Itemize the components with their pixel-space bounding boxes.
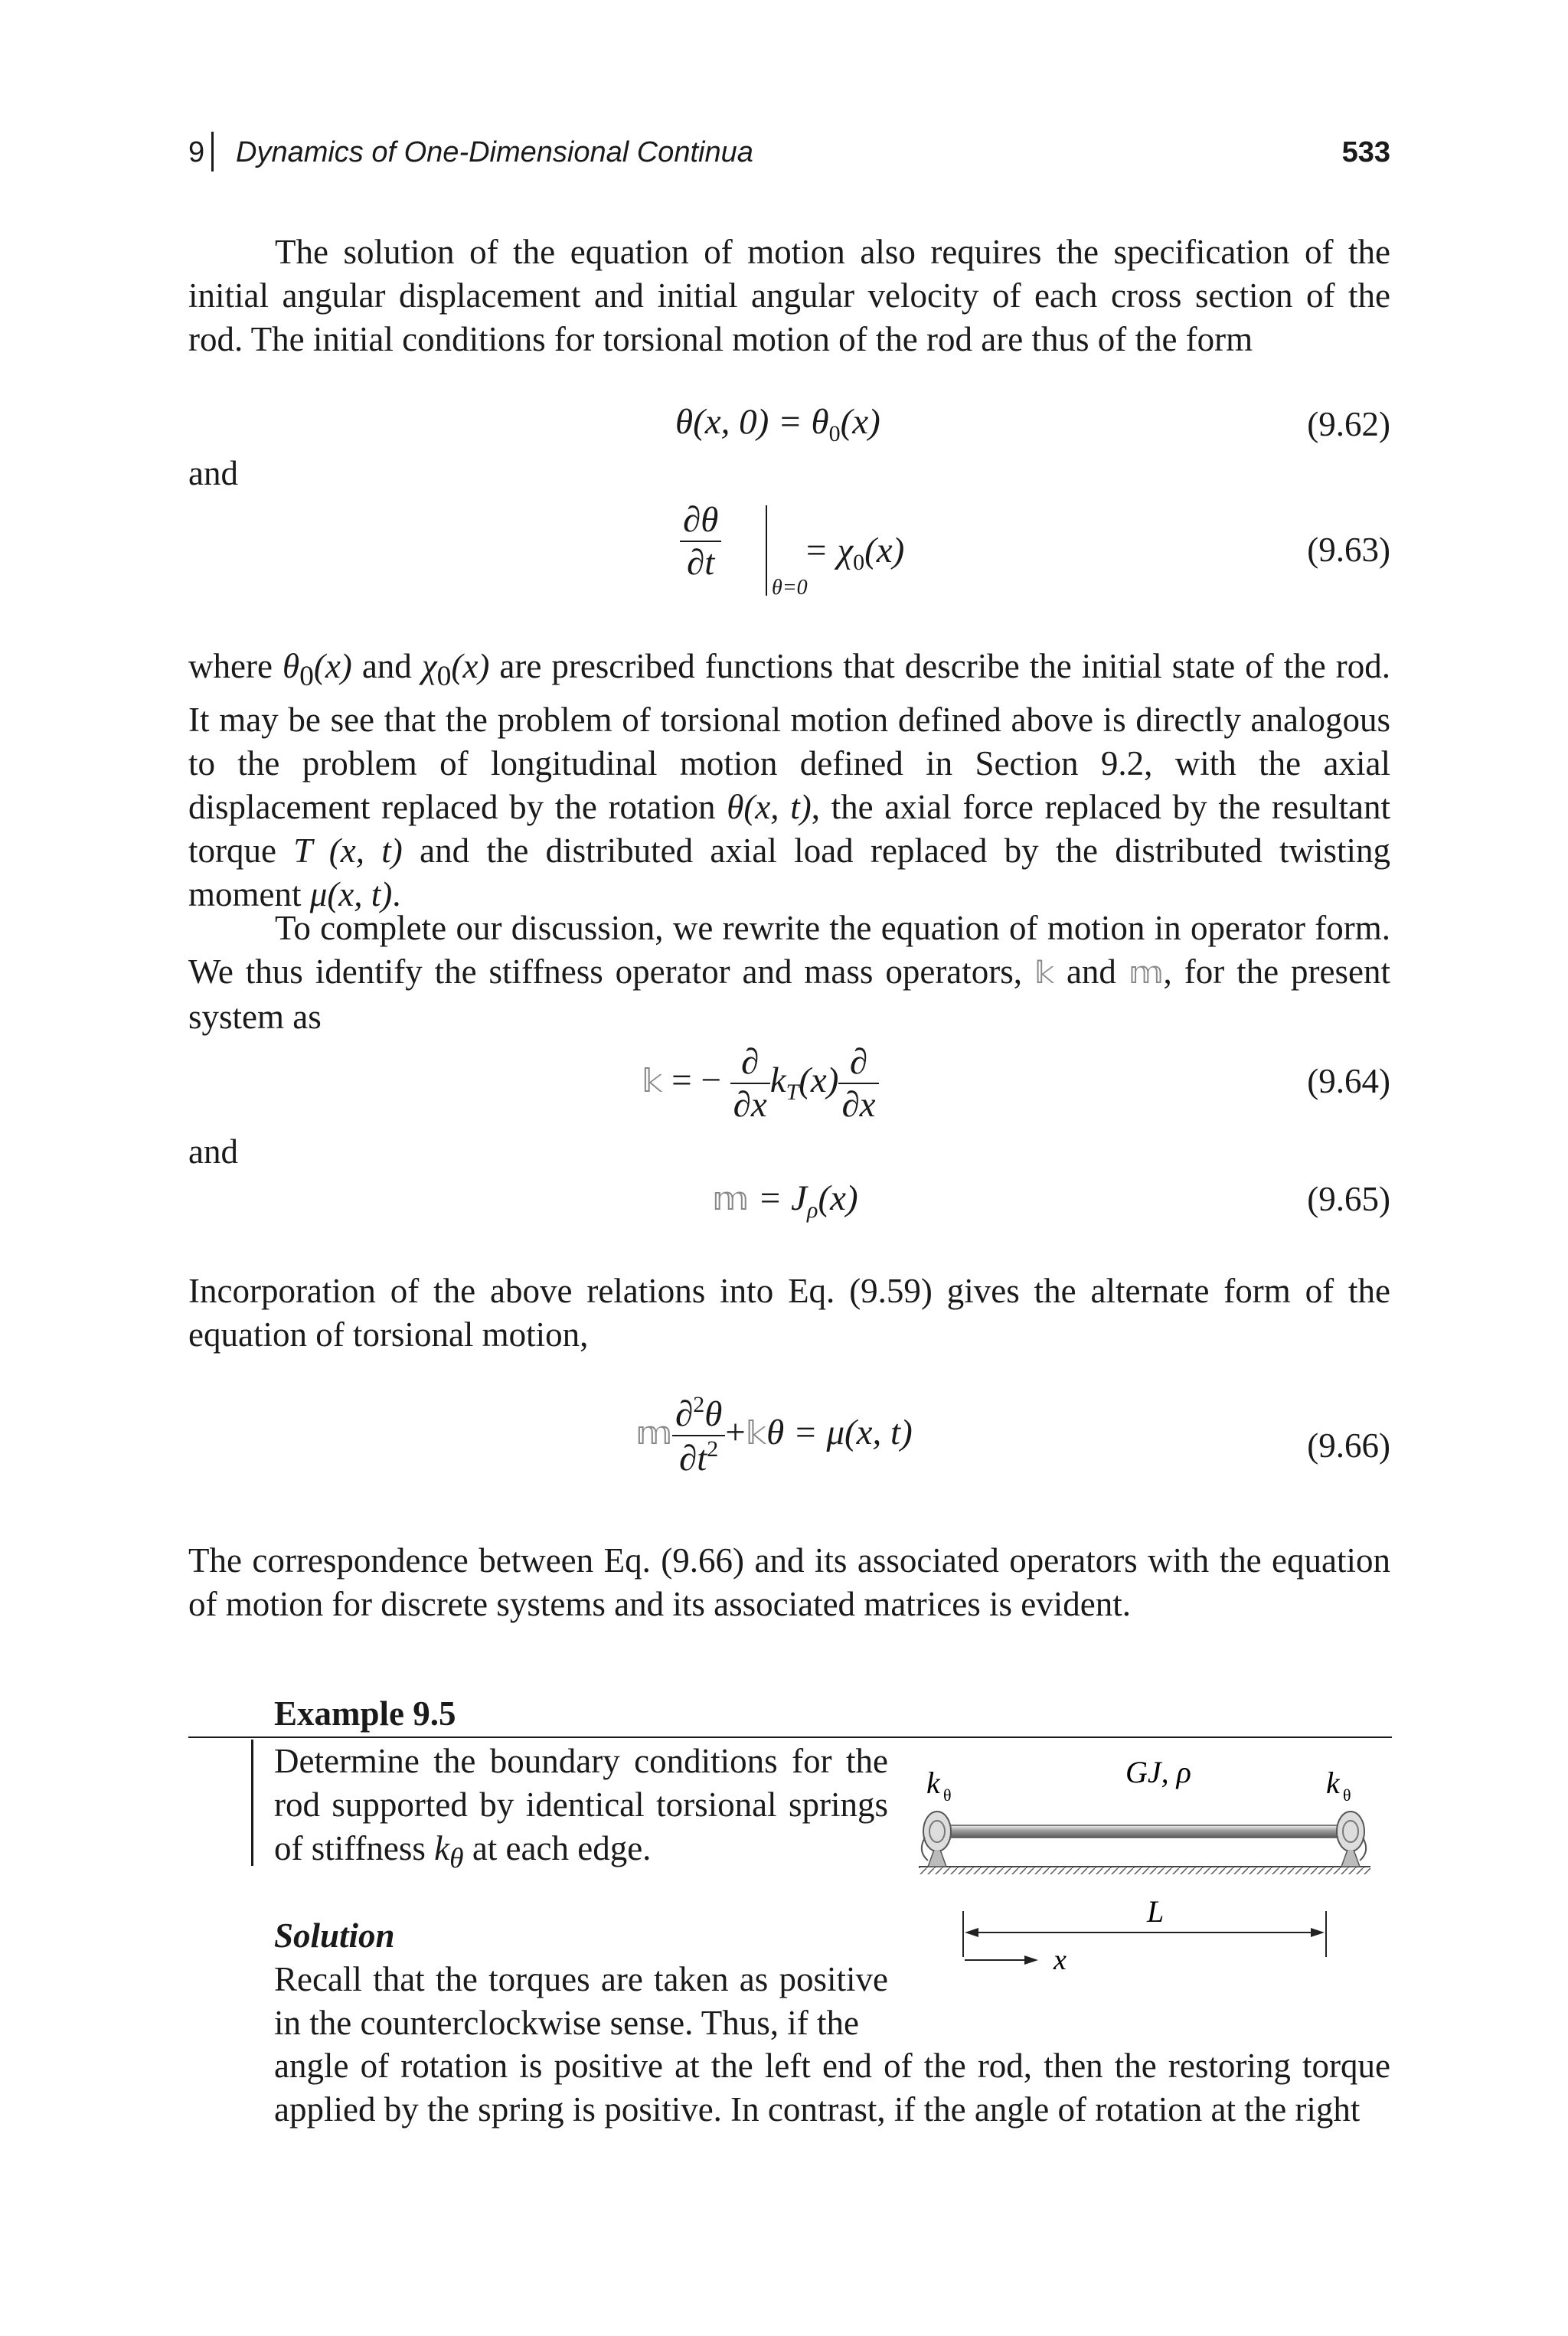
eq63-rhs [804, 530, 904, 576]
running-header [188, 132, 1390, 178]
equation-9-63 [680, 499, 721, 583]
eq62-rhs: (x) [840, 402, 880, 442]
text-and: and [1066, 952, 1116, 991]
equation-9-65 [712, 1178, 858, 1224]
length-label: L [1147, 1894, 1165, 1929]
right-spring-label: k [1326, 1766, 1340, 1800]
text-body: and the distributed axial load replaced by the distributed twisting moment [188, 831, 1391, 913]
eq64-fraction-left [730, 1041, 770, 1126]
eq64-num: ∂ [730, 1041, 770, 1084]
eq66-stiffness-operator: 𝕜 [745, 1413, 767, 1452]
stiffness-symbol: k [434, 1829, 450, 1867]
paragraph-text: The correspondence between Eq. (9.66) and its associated operators with the equation of motion for discrete systems and its associated matrices is evident. [188, 1541, 1390, 1623]
paragraph-analogy [188, 645, 1390, 916]
paragraph-operator-form [188, 907, 1390, 1039]
connector-and: and [188, 1132, 238, 1171]
equation-number-9-65: (9.65) [1307, 1180, 1390, 1218]
eq66-fraction [672, 1392, 725, 1479]
paragraph-alternate-form [188, 1269, 1390, 1357]
connector-and: and [188, 454, 238, 492]
eq63-evaluation-bar [766, 505, 767, 596]
symbol-arg: (x) [313, 647, 352, 685]
eq63-rhs-post: (x) [864, 531, 905, 570]
paragraph-correspondence [188, 1539, 1390, 1626]
left-spring-subscript: θ [943, 1785, 952, 1805]
paragraph-initial-conditions [188, 230, 1390, 361]
chapter-title: Dynamics of One-Dimensional Continua [236, 136, 753, 168]
eq64-den: ∂x [733, 1085, 767, 1125]
symbol-rotation: θ(x, t) [727, 788, 812, 826]
text-and: and [361, 647, 412, 685]
equation-number-9-62: (9.62) [1307, 405, 1390, 443]
solution-title: Solution [274, 1916, 395, 1955]
equation-number-9-63: (9.63) [1307, 531, 1390, 569]
example-statement [274, 1740, 888, 1880]
text-period: . [392, 875, 401, 913]
right-torsional-spring [1337, 1812, 1366, 1867]
equation-number-9-66: (9.66) [1307, 1426, 1390, 1465]
text-where: where [188, 647, 273, 685]
eq63-fraction [680, 499, 721, 583]
rod [934, 1825, 1354, 1838]
left-spring-label: k [926, 1766, 940, 1800]
stiffness-subscript: θ [449, 1843, 464, 1874]
equation-9-64 [642, 1041, 879, 1126]
eq63-rhs-pre: = χ [804, 531, 854, 570]
eq65-arg: (x) [818, 1178, 858, 1218]
eq64-k: k [769, 1060, 786, 1100]
symbol-arg: (x) [451, 647, 490, 685]
symbol-theta: θ [282, 647, 300, 685]
chapter-number: 9 [188, 136, 205, 168]
symbol-sub: 0 [299, 661, 314, 692]
eq64-k-arg: (x) [799, 1060, 839, 1100]
example-statement-text: Determine the boundary conditions for the rod supported by identical torsional springs of stiffness [274, 1742, 888, 1867]
eq65-rhs: = J [757, 1178, 808, 1218]
symbol-chi: χ [421, 647, 437, 685]
eq64-equals: = − [671, 1060, 721, 1100]
text-body: , for the present system as [188, 952, 1390, 1036]
eq64-den: ∂x [841, 1085, 876, 1125]
paragraph-text [188, 907, 1390, 1039]
eq66-theta: θ [704, 1394, 723, 1434]
paragraph-text [188, 645, 1390, 916]
equation-number-9-64: (9.64) [1307, 1062, 1390, 1100]
eq66-partial: ∂ [675, 1394, 694, 1434]
example-title: Example 9.5 [274, 1694, 456, 1733]
x-axis-arrowhead [1024, 1955, 1038, 1965]
eq64-k-sub: T [786, 1079, 799, 1105]
text-body: , the axial force replaced by the resultant torque [188, 788, 1390, 870]
eq63-sub: 0 [853, 550, 865, 575]
eq64-operator: 𝕜 [642, 1061, 663, 1099]
eq63-numerator: ∂θ [680, 499, 721, 542]
page-number: 533 [1341, 136, 1390, 168]
eq63-denominator: ∂t [687, 543, 715, 583]
eq66-sup: 2 [693, 1392, 705, 1417]
equation-9-66 [635, 1392, 913, 1479]
x-coordinate-label: x [1054, 1944, 1067, 1976]
symbol-torque: T (x, t) [293, 831, 403, 870]
eq62-lhs: θ(x, 0) = θ [675, 402, 829, 442]
eq65-sub: ρ [807, 1197, 818, 1223]
paragraph-text: The solution of the equation of motion also requires the specification of the initial angular displacement and initial angular velocity of each cross section of the rod. The initial conditions for torsional motion of the rod are thus of the form [188, 233, 1390, 358]
rod-spring-figure [903, 1738, 1393, 1983]
symbol-moment: μ(x, t) [309, 875, 393, 913]
dimension-arrow-left [965, 1928, 978, 1937]
text-body: are prescribed functions that describe the initial state of the rod. It may be see that the problem of torsional motion defined above is directly analogous to the problem of longitudinal motion defined in Section 9.2, with the axial displacement replaced by the rotation [188, 647, 1390, 826]
right-spring-subscript: θ [1343, 1785, 1351, 1805]
left-torsional-spring [922, 1812, 951, 1867]
example-side-bar [251, 1740, 253, 1866]
mass-operator-symbol: 𝕞 [1128, 956, 1164, 991]
solution-text-part2: angle of rotation is positive at the left end of the rod, then the restoring torque applied by the spring is positive. In contrast, if the angle of rotation at the right [274, 2047, 1390, 2129]
ground-hatch [919, 1867, 1370, 1874]
eq66-numerator [672, 1392, 725, 1436]
example-statement-text: at each edge. [472, 1829, 652, 1867]
eq64-num: ∂ [838, 1041, 878, 1084]
equation-9-62 [675, 401, 880, 447]
eq66-plus: + [725, 1412, 746, 1452]
text-body: To complete our discussion, we rewrite the equation of motion in operator form. We thus identify the stiffness operator and mass operators, [188, 909, 1390, 991]
eq66-sup: 2 [707, 1436, 719, 1462]
symbol-sub: 0 [436, 661, 452, 692]
header-divider [211, 132, 214, 172]
eq62-sub: 0 [828, 421, 841, 446]
stiffness-operator-symbol: 𝕜 [1034, 956, 1055, 991]
paragraph-text: Incorporation of the above relations into Eq. (9.59) gives the alternate form of the equation of torsional motion, [188, 1272, 1390, 1354]
rod-property-label: GJ, ρ [1125, 1755, 1191, 1789]
eq66-dt: ∂t [678, 1439, 707, 1478]
eq66-rhs: θ = μ(x, t) [766, 1412, 913, 1452]
solution-text-part1: Recall that the torques are taken as positive in the counterclockwise sense. Thus, if the [274, 1960, 888, 2042]
dimension-arrow-right [1311, 1928, 1325, 1937]
eq65-operator: 𝕞 [712, 1180, 749, 1217]
eq66-denominator [672, 1436, 725, 1479]
eq66-mass-operator: 𝕞 [635, 1413, 672, 1452]
eq64-fraction-right [838, 1041, 878, 1126]
eq63-evaluation-point: θ=0 [772, 576, 808, 600]
